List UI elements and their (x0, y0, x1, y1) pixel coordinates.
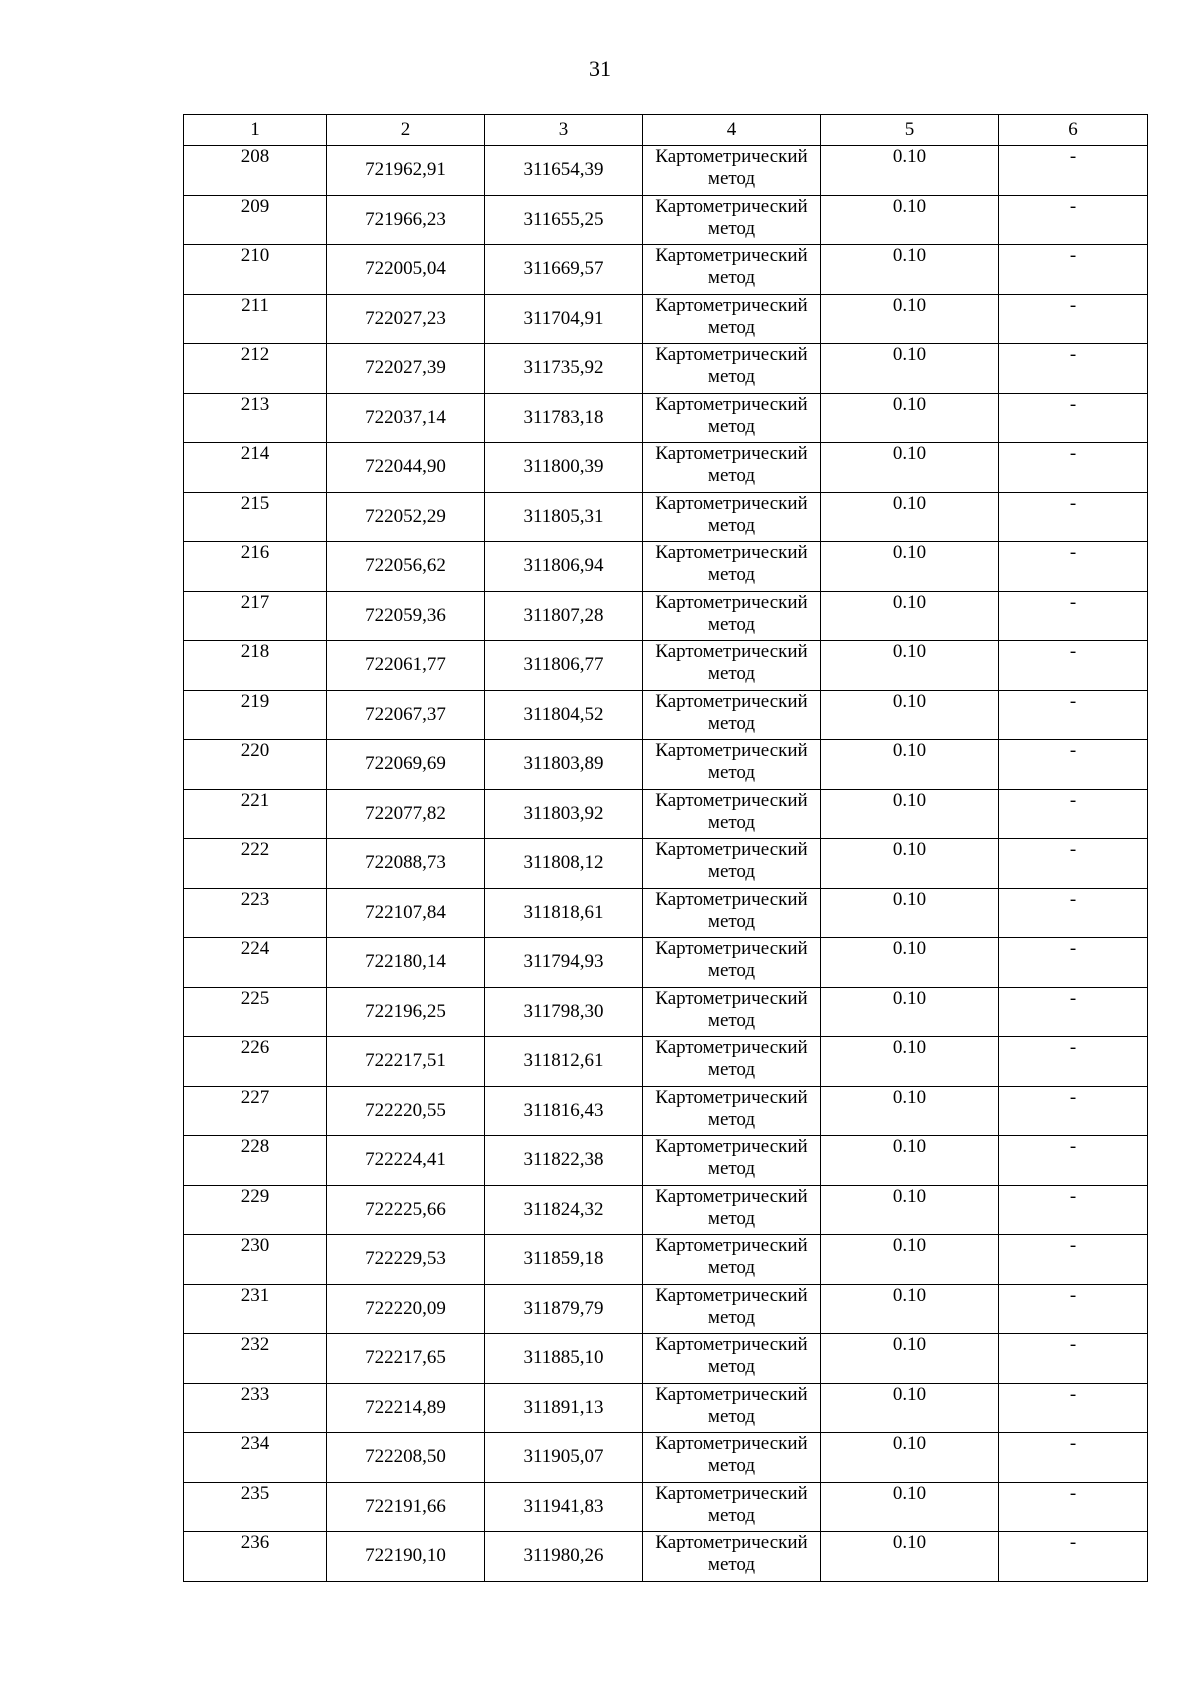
column-header: 2 (327, 115, 485, 146)
accuracy-cell: 0.10 (821, 1235, 999, 1285)
y-coordinate-cell: 311798,30 (485, 987, 643, 1037)
x-coordinate-cell: 722220,55 (327, 1086, 485, 1136)
method-cell (643, 690, 821, 740)
point-number-cell: 210 (184, 245, 327, 295)
method-line-2: метод (707, 1108, 756, 1130)
method-line-1: Картометрический (655, 1532, 808, 1553)
note-cell: - (999, 938, 1148, 988)
x-coordinate-cell: 722107,84 (327, 888, 485, 938)
table-row (184, 1136, 1148, 1186)
table-row (184, 987, 1148, 1037)
note-cell: - (999, 888, 1148, 938)
x-coordinate-cell: 722005,04 (327, 245, 485, 295)
method-line-1: Картометрический (655, 443, 808, 464)
x-coordinate-cell: 722224,41 (327, 1136, 485, 1186)
y-coordinate-cell: 311806,94 (485, 542, 643, 592)
method-cell (643, 987, 821, 1037)
point-number-cell: 216 (184, 542, 327, 592)
point-number-cell: 227 (184, 1086, 327, 1136)
point-number-cell: 220 (184, 740, 327, 790)
method-cell (643, 1433, 821, 1483)
y-coordinate-cell: 311879,79 (485, 1284, 643, 1334)
method-line-2: метод (707, 465, 756, 486)
method-cell (643, 294, 821, 344)
point-number-cell: 218 (184, 641, 327, 691)
accuracy-cell: 0.10 (821, 344, 999, 394)
method-line-1: Картометрический (655, 888, 808, 910)
accuracy-cell: 0.10 (821, 195, 999, 245)
y-coordinate-cell: 311941,83 (485, 1482, 643, 1532)
method-cell (643, 1136, 821, 1186)
accuracy-cell: 0.10 (821, 294, 999, 344)
point-number-cell: 209 (184, 195, 327, 245)
method-line-2: метод (707, 613, 756, 635)
x-coordinate-cell: 722214,89 (327, 1383, 485, 1433)
table-row (184, 146, 1148, 196)
method-line-1: Картометрический (655, 690, 808, 712)
accuracy-cell: 0.10 (821, 888, 999, 938)
note-cell: - (999, 641, 1148, 691)
note-cell: - (999, 1334, 1148, 1384)
table-row (184, 591, 1148, 641)
x-coordinate-cell: 722069,69 (327, 740, 485, 790)
x-coordinate-cell: 722229,53 (327, 1235, 485, 1285)
point-number-cell: 208 (184, 146, 327, 196)
method-cell (643, 641, 821, 691)
x-coordinate-cell: 722027,23 (327, 294, 485, 344)
page-number: 31 (589, 56, 611, 81)
point-number-cell: 212 (184, 344, 327, 394)
method-line-1: Картометрический (655, 1334, 808, 1355)
table-row (184, 938, 1148, 988)
y-coordinate-cell: 311704,91 (485, 294, 643, 344)
note-cell: - (999, 492, 1148, 542)
table-row (184, 492, 1148, 542)
note-cell: - (999, 839, 1148, 889)
method-cell (643, 245, 821, 295)
note-cell: - (999, 987, 1148, 1037)
point-number-cell: 234 (184, 1433, 327, 1483)
coordinates-table (183, 114, 1148, 1582)
point-number-cell: 226 (184, 1037, 327, 1087)
x-coordinate-cell: 722217,51 (327, 1037, 485, 1087)
column-header: 5 (821, 115, 999, 146)
y-coordinate-cell: 311794,93 (485, 938, 643, 988)
method-line-2: метод (707, 1504, 756, 1526)
column-header: 4 (643, 115, 821, 146)
y-coordinate-cell: 311654,39 (485, 146, 643, 196)
accuracy-cell: 0.10 (821, 938, 999, 988)
method-line-2: метод (707, 811, 756, 833)
note-cell: - (999, 195, 1148, 245)
method-line-2: метод (707, 316, 756, 338)
table-row (184, 344, 1148, 394)
note-cell: - (999, 1136, 1148, 1186)
table-row (184, 1235, 1148, 1285)
table-row (184, 245, 1148, 295)
table-row (184, 888, 1148, 938)
method-line-2: метод (707, 514, 756, 536)
accuracy-cell: 0.10 (821, 1037, 999, 1087)
table-row (184, 1433, 1148, 1483)
table-row (184, 294, 1148, 344)
x-coordinate-cell: 722059,36 (327, 591, 485, 641)
point-number-cell: 224 (184, 938, 327, 988)
column-header: 6 (999, 115, 1148, 146)
method-cell (643, 740, 821, 790)
method-cell (643, 1185, 821, 1235)
table-row (184, 1383, 1148, 1433)
note-cell: - (999, 393, 1148, 443)
method-line-1: Картометрический (655, 1433, 808, 1454)
method-line-2: метод (707, 1554, 756, 1575)
method-cell (643, 492, 821, 542)
method-cell (643, 1086, 821, 1136)
table-row (184, 1284, 1148, 1334)
method-cell (643, 1334, 821, 1384)
accuracy-cell: 0.10 (821, 987, 999, 1037)
accuracy-cell: 0.10 (821, 690, 999, 740)
method-line-2: метод (707, 762, 756, 783)
point-number-cell: 223 (184, 888, 327, 938)
method-line-1: Картометрический (655, 591, 808, 613)
method-line-1: Картометрический (655, 938, 808, 959)
note-cell: - (999, 690, 1148, 740)
column-header: 1 (184, 115, 327, 146)
note-cell: - (999, 1433, 1148, 1483)
table-row (184, 1334, 1148, 1384)
method-line-1: Картометрический (655, 195, 808, 217)
point-number-cell: 235 (184, 1482, 327, 1532)
table-row (184, 195, 1148, 245)
note-cell: - (999, 1037, 1148, 1087)
point-number-cell: 221 (184, 789, 327, 839)
y-coordinate-cell: 311808,12 (485, 839, 643, 889)
x-coordinate-cell: 721962,91 (327, 146, 485, 196)
point-number-cell: 219 (184, 690, 327, 740)
x-coordinate-cell: 722044,90 (327, 443, 485, 493)
method-line-1: Картометрический (655, 1383, 808, 1405)
y-coordinate-cell: 311735,92 (485, 344, 643, 394)
table-row (184, 542, 1148, 592)
method-line-1: Картометрический (655, 1284, 808, 1306)
method-line-2: метод (707, 564, 756, 585)
note-cell: - (999, 443, 1148, 493)
y-coordinate-cell: 311980,26 (485, 1532, 643, 1582)
accuracy-cell: 0.10 (821, 839, 999, 889)
y-coordinate-cell: 311816,43 (485, 1086, 643, 1136)
column-header: 3 (485, 115, 643, 146)
x-coordinate-cell: 722061,77 (327, 641, 485, 691)
note-cell: - (999, 1185, 1148, 1235)
y-coordinate-cell: 311783,18 (485, 393, 643, 443)
x-coordinate-cell: 722208,50 (327, 1433, 485, 1483)
table-row (184, 1037, 1148, 1087)
point-number-cell: 214 (184, 443, 327, 493)
table-row (184, 1185, 1148, 1235)
accuracy-cell: 0.10 (821, 1284, 999, 1334)
note-cell: - (999, 1284, 1148, 1334)
table-row (184, 690, 1148, 740)
x-coordinate-cell: 721966,23 (327, 195, 485, 245)
point-number-cell: 233 (184, 1383, 327, 1433)
x-coordinate-cell: 722067,37 (327, 690, 485, 740)
point-number-cell: 211 (184, 294, 327, 344)
accuracy-cell: 0.10 (821, 1136, 999, 1186)
y-coordinate-cell: 311812,61 (485, 1037, 643, 1087)
method-line-1: Картометрический (655, 492, 808, 514)
accuracy-cell: 0.10 (821, 393, 999, 443)
table-row (184, 443, 1148, 493)
method-line-2: метод (707, 663, 756, 684)
method-cell (643, 1482, 821, 1532)
method-line-1: Картометрический (655, 1235, 808, 1256)
method-cell (643, 393, 821, 443)
y-coordinate-cell: 311891,13 (485, 1383, 643, 1433)
method-line-1: Картометрический (655, 839, 808, 860)
table-row (184, 393, 1148, 443)
note-cell: - (999, 245, 1148, 295)
accuracy-cell: 0.10 (821, 1482, 999, 1532)
method-cell (643, 344, 821, 394)
table-body (184, 146, 1148, 1582)
note-cell: - (999, 294, 1148, 344)
x-coordinate-cell: 722052,29 (327, 492, 485, 542)
y-coordinate-cell: 311804,52 (485, 690, 643, 740)
y-coordinate-cell: 311806,77 (485, 641, 643, 691)
note-cell: - (999, 1482, 1148, 1532)
method-cell (643, 938, 821, 988)
point-number-cell: 236 (184, 1532, 327, 1582)
method-line-2: метод (707, 415, 756, 437)
accuracy-cell: 0.10 (821, 641, 999, 691)
method-line-2: метод (707, 1207, 756, 1229)
method-line-1: Картометрический (655, 1136, 808, 1157)
x-coordinate-cell: 722088,73 (327, 839, 485, 889)
method-line-2: метод (707, 1306, 756, 1328)
note-cell: - (999, 591, 1148, 641)
point-number-cell: 225 (184, 987, 327, 1037)
y-coordinate-cell: 311800,39 (485, 443, 643, 493)
method-cell (643, 542, 821, 592)
method-cell (643, 888, 821, 938)
accuracy-cell: 0.10 (821, 1383, 999, 1433)
point-number-cell: 213 (184, 393, 327, 443)
x-coordinate-cell: 722037,14 (327, 393, 485, 443)
method-line-1: Картометрический (655, 740, 808, 761)
y-coordinate-cell: 311803,89 (485, 740, 643, 790)
method-cell (643, 789, 821, 839)
x-coordinate-cell: 722225,66 (327, 1185, 485, 1235)
note-cell: - (999, 542, 1148, 592)
method-line-2: метод (707, 1455, 756, 1476)
accuracy-cell: 0.10 (821, 789, 999, 839)
point-number-cell: 217 (184, 591, 327, 641)
table-row (184, 1086, 1148, 1136)
accuracy-cell: 0.10 (821, 245, 999, 295)
method-line-2: метод (707, 1009, 756, 1031)
accuracy-cell: 0.10 (821, 542, 999, 592)
point-number-cell: 228 (184, 1136, 327, 1186)
method-cell (643, 146, 821, 196)
point-number-cell: 229 (184, 1185, 327, 1235)
method-cell (643, 443, 821, 493)
note-cell: - (999, 1383, 1148, 1433)
y-coordinate-cell: 311859,18 (485, 1235, 643, 1285)
point-number-cell: 222 (184, 839, 327, 889)
y-coordinate-cell: 311803,92 (485, 789, 643, 839)
method-line-1: Картометрический (655, 641, 808, 662)
method-line-1: Картометрический (655, 146, 808, 167)
accuracy-cell: 0.10 (821, 443, 999, 493)
x-coordinate-cell: 722217,65 (327, 1334, 485, 1384)
x-coordinate-cell: 722077,82 (327, 789, 485, 839)
note-cell: - (999, 740, 1148, 790)
method-cell (643, 195, 821, 245)
table-row (184, 641, 1148, 691)
method-line-1: Картометрический (655, 1185, 808, 1207)
x-coordinate-cell: 722180,14 (327, 938, 485, 988)
point-number-cell: 230 (184, 1235, 327, 1285)
method-line-1: Картометрический (655, 789, 808, 811)
method-line-2: метод (707, 1257, 756, 1278)
method-line-2: метод (707, 960, 756, 981)
table-row (184, 1532, 1148, 1582)
method-cell (643, 1532, 821, 1582)
y-coordinate-cell: 311669,57 (485, 245, 643, 295)
point-number-cell: 215 (184, 492, 327, 542)
accuracy-cell: 0.10 (821, 1334, 999, 1384)
x-coordinate-cell: 722190,10 (327, 1532, 485, 1582)
table-row (184, 1482, 1148, 1532)
method-cell (643, 1383, 821, 1433)
x-coordinate-cell: 722220,09 (327, 1284, 485, 1334)
method-cell (643, 591, 821, 641)
method-line-2: метод (707, 861, 756, 882)
method-line-1: Картометрический (655, 987, 808, 1009)
y-coordinate-cell: 311822,38 (485, 1136, 643, 1186)
accuracy-cell: 0.10 (821, 740, 999, 790)
method-cell (643, 1235, 821, 1285)
note-cell: - (999, 146, 1148, 196)
accuracy-cell: 0.10 (821, 146, 999, 196)
note-cell: - (999, 1235, 1148, 1285)
method-cell (643, 839, 821, 889)
method-line-1: Картометрический (655, 1482, 808, 1504)
y-coordinate-cell: 311655,25 (485, 195, 643, 245)
method-line-2: метод (707, 712, 756, 734)
x-coordinate-cell: 722027,39 (327, 344, 485, 394)
method-line-2: метод (707, 217, 756, 239)
y-coordinate-cell: 311885,10 (485, 1334, 643, 1384)
x-coordinate-cell: 722196,25 (327, 987, 485, 1037)
note-cell: - (999, 344, 1148, 394)
table-row (184, 839, 1148, 889)
method-line-1: Картометрический (655, 245, 808, 266)
note-cell: - (999, 1532, 1148, 1582)
accuracy-cell: 0.10 (821, 1532, 999, 1582)
method-line-2: метод (707, 910, 756, 932)
method-line-1: Картометрический (655, 294, 808, 316)
x-coordinate-cell: 722056,62 (327, 542, 485, 592)
note-cell: - (999, 1086, 1148, 1136)
y-coordinate-cell: 311824,32 (485, 1185, 643, 1235)
y-coordinate-cell: 311805,31 (485, 492, 643, 542)
x-coordinate-cell: 722191,66 (327, 1482, 485, 1532)
point-number-cell: 231 (184, 1284, 327, 1334)
point-number-cell: 232 (184, 1334, 327, 1384)
table-row (184, 740, 1148, 790)
table-header-row (184, 115, 1148, 146)
method-line-2: метод (707, 1405, 756, 1427)
accuracy-cell: 0.10 (821, 1185, 999, 1235)
method-line-2: метод (707, 1158, 756, 1179)
y-coordinate-cell: 311807,28 (485, 591, 643, 641)
method-line-2: метод (707, 1356, 756, 1377)
method-cell (643, 1037, 821, 1087)
y-coordinate-cell: 311905,07 (485, 1433, 643, 1483)
method-line-2: метод (707, 1059, 756, 1080)
method-line-1: Картометрический (655, 393, 808, 415)
method-line-1: Картометрический (655, 344, 808, 365)
accuracy-cell: 0.10 (821, 492, 999, 542)
method-line-2: метод (707, 267, 756, 288)
method-line-1: Картометрический (655, 1037, 808, 1058)
method-line-1: Картометрический (655, 542, 808, 563)
table-row (184, 789, 1148, 839)
accuracy-cell: 0.10 (821, 1086, 999, 1136)
method-line-1: Картометрический (655, 1086, 808, 1108)
method-line-2: метод (707, 168, 756, 189)
y-coordinate-cell: 311818,61 (485, 888, 643, 938)
method-cell (643, 1284, 821, 1334)
accuracy-cell: 0.10 (821, 591, 999, 641)
method-line-2: метод (707, 366, 756, 387)
accuracy-cell: 0.10 (821, 1433, 999, 1483)
note-cell: - (999, 789, 1148, 839)
